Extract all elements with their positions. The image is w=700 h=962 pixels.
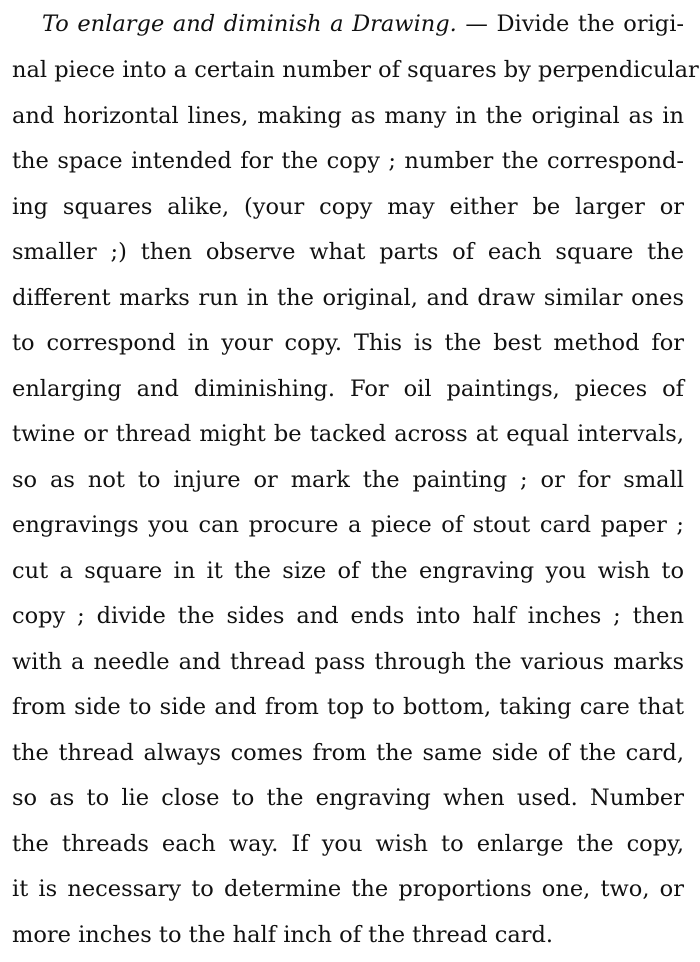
paragraph-line-19: the threads each way. If you wish to enlarge the copy, <box>12 830 684 857</box>
first-line-text: Divide the origi- <box>496 11 685 37</box>
paragraph-line-3: and horizontal lines, making as many in the original as in <box>12 102 684 129</box>
section-heading: To enlarge and diminish a Drawing. <box>42 11 457 37</box>
paragraph-line-16: from side to side and from top to bottom, taking care that <box>12 694 684 720</box>
paragraph-line-18: so as to lie close to the engraving when used. Number <box>12 785 684 811</box>
paragraph-line-12: engravings you can procure a piece of stout card paper ; <box>12 512 684 538</box>
paragraph-line-8: to correspond in your copy. This is the best method for <box>12 330 684 356</box>
paragraph-line-5: ing squares alike, (your copy may either be larger or <box>12 193 684 220</box>
paragraph-line-7: different marks run in the original, and draw similar ones <box>12 284 684 311</box>
paragraph-line-11: so as not to injure or mark the painting ; or for small <box>12 466 684 493</box>
heading-dash: — <box>456 11 497 37</box>
paragraph-line-9: enlarging and diminishing. For oil paintings, pieces of <box>12 375 684 402</box>
paragraph-line-2: nal piece into a certain number of squares by perpendicular <box>12 57 699 83</box>
paragraph-line-17: the thread always comes from the same side of the card, <box>12 739 684 766</box>
paragraph-line-6: smaller ;) then observe what parts of each square the <box>12 239 684 265</box>
paragraph-line-13: cut a square in it the size of the engraving you wish to <box>12 557 684 584</box>
paragraph-line-21: more inches to the half inch of the thread card. <box>12 921 554 948</box>
paragraph-line-14: copy ; divide the sides and ends into half inches ; then <box>12 603 684 629</box>
paragraph-line-1 <box>42 10 684 38</box>
paragraph-line-10: twine or thread might be tacked across at equal intervals, <box>12 421 684 447</box>
paragraph-line-20: it is necessary to determine the proportions one, two, or <box>12 876 684 902</box>
paragraph-line-4: the space intended for the copy ; number the correspond- <box>12 148 684 174</box>
paragraph-line-15: with a needle and thread pass through the various marks <box>12 648 684 675</box>
